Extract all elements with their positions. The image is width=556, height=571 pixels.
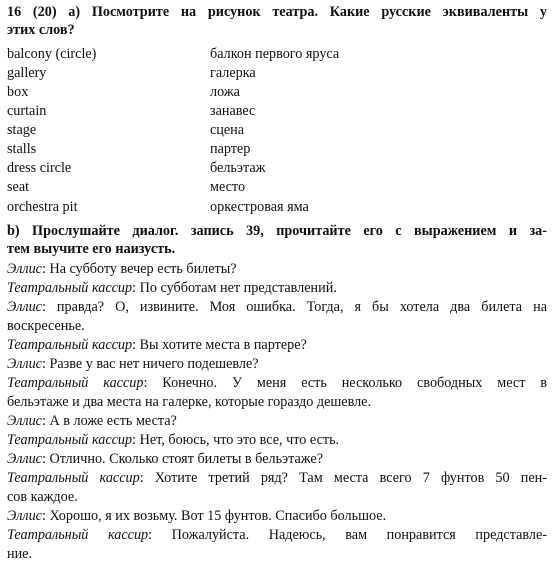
speech-text: : Конечно. У меня есть несколько свободных мест в xyxy=(143,375,547,391)
speech-text: : правда? О, извините. Моя ошибка. Тогда, я бы хотела два билета на xyxy=(41,299,547,315)
speaker-name: Эллис xyxy=(7,356,42,372)
speaker-name: Эллис xyxy=(7,413,42,429)
vocab-ru: сцена xyxy=(210,122,245,138)
speech-text: : Хорошо, я их возьму. Вот 15 фунтов. Спасибо большое. xyxy=(41,508,387,524)
part-b-instruction-line2: тем выучите его наизусть. xyxy=(7,241,176,257)
speaker-name: Театральный кассир xyxy=(7,375,144,391)
vocab-en: dress circle xyxy=(7,160,72,176)
dialogue-line xyxy=(7,412,547,430)
speaker-name: Эллис xyxy=(7,508,42,524)
vocab-en: stalls xyxy=(7,141,37,157)
dialogue-line xyxy=(7,336,547,354)
dialogue-line xyxy=(7,355,547,373)
speaker-name: Эллис xyxy=(7,261,42,277)
vocab-en: box xyxy=(7,84,29,100)
vocab-en: stage xyxy=(7,122,37,138)
exercise-header-line1: 16 (20) a) Посмотрите на рисунок театра. Какие русские эквиваленты у xyxy=(7,4,547,20)
vocab-ru: оркестровая яма xyxy=(210,199,309,215)
vocab-en: seat xyxy=(7,179,30,195)
vocab-ru: бельэтаж xyxy=(210,160,266,176)
dialogue-continuation: воскресенье. xyxy=(7,318,85,334)
dialogue-line xyxy=(7,431,547,449)
dialogue-line xyxy=(7,450,547,468)
speaker-name: Эллис xyxy=(7,299,42,315)
speech-text: : Пожалуйста. Надеюсь, вам понравится представле- xyxy=(148,527,547,543)
dialogue-continuation: ние. xyxy=(7,546,33,562)
exercise-header-line2: этих слов? xyxy=(7,22,75,38)
dialogue-line xyxy=(7,374,547,392)
vocab-ru: место xyxy=(210,179,246,195)
speech-text: : Отлично. Сколько стоят билеты в бельэтаже? xyxy=(41,451,324,467)
speaker-name: Театральный кассир xyxy=(7,432,133,448)
dialogue-line xyxy=(7,526,547,544)
vocab-ru: партер xyxy=(210,141,251,157)
vocab-en: orchestra pit xyxy=(7,199,78,215)
speaker-name: Театральный кассир xyxy=(7,337,133,353)
speaker-name: Эллис xyxy=(7,451,42,467)
vocab-en: curtain xyxy=(7,103,47,119)
dialogue-continuation: бельэтаже и два места на галерке, которые гораздо дешевле. xyxy=(7,394,372,410)
dialogue-line xyxy=(7,469,547,487)
speaker-name: Театральный кассир xyxy=(7,280,133,296)
dialogue-line xyxy=(7,279,547,297)
dialogue-line xyxy=(7,507,547,525)
speech-text: : Разве у вас нет ничего подешевле? xyxy=(41,356,259,372)
dialogue-continuation: сов каждое. xyxy=(7,489,78,505)
speech-text: : Нет, боюсь, что это все, что есть. xyxy=(132,432,340,448)
vocab-ru: балкон первого яруса xyxy=(210,46,340,62)
part-b-instruction-line1: b) Прослушайте диалог. запись 39, прочитайте его с выражением и за- xyxy=(7,223,547,239)
dialogue-line xyxy=(7,298,547,316)
speech-text: : Вы хотите места в партере? xyxy=(132,337,307,353)
dialogue-line xyxy=(7,260,547,278)
speech-text: : На субботу вечер есть билеты? xyxy=(41,261,237,277)
vocab-en: gallery xyxy=(7,65,47,81)
vocab-ru: занавес xyxy=(210,103,256,119)
speech-text: : По субботам нет представлений. xyxy=(132,280,337,296)
speech-text: : Хотите третий ряд? Там места всего 7 фунтов 50 пен- xyxy=(139,470,547,486)
speaker-name: Театральный кассир xyxy=(7,527,149,543)
speech-text: : А в ложе есть места? xyxy=(41,413,177,429)
vocab-ru: ложа xyxy=(210,84,240,100)
vocab-ru: галерка xyxy=(210,65,256,81)
speaker-name: Театральный кассир xyxy=(7,470,140,486)
vocab-en: balcony (circle) xyxy=(7,46,97,62)
